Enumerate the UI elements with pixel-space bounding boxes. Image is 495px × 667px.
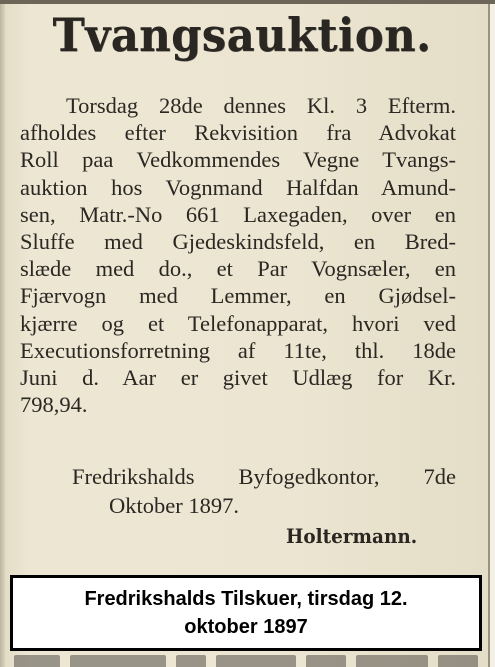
body-line: Sluffe med Gjedeskindsfeld, en Bred- [20,229,456,255]
cut-off-next-article [14,650,484,667]
notice-body [20,92,456,418]
caption-line: Fredrikshalds Tilskuer, tirsdag 12. [84,588,408,610]
signature: Holtermann. [286,524,418,548]
caption-line: oktober 1897 [184,616,308,638]
body-line: sen, Matr.-No 661 Laxegaden, over en [20,201,456,227]
body-line: Torsdag 28de dennes Kl. 3 Efterm. [66,93,456,118]
notice-title: Tvangsauktion. [52,8,432,62]
body-line: Executionsforretning af 11te, thl. 18de [20,337,456,363]
body-line: kjærre og et Telefonapparat, hvori ved [20,310,456,336]
source-caption [10,575,482,651]
office-dateline [72,462,456,520]
body-line: slæde med do., et Par Vognsæler, en [20,256,456,282]
dateline-office: Fredrikshalds Byfogedkontor, 7de [72,464,456,489]
body-line: Juni d. Aar er givet Udlæg for Kr. [20,365,456,391]
dateline-date: Oktober 1897. [109,493,239,518]
body-line: Fjærvogn med Lemmer, en Gjødsel- [20,283,456,309]
body-line: afholdes efter Rekvisition fra Advokat [20,120,456,146]
top-rule [0,0,495,4]
left-page-edge [0,4,5,667]
body-line: auktion hos Vognmand Halfdan Amund- [20,174,456,200]
body-line: 798,94. [20,392,88,418]
body-line: Roll paa Vedkommendes Vegne Tvangs- [20,147,456,173]
right-page-edge [490,4,495,667]
